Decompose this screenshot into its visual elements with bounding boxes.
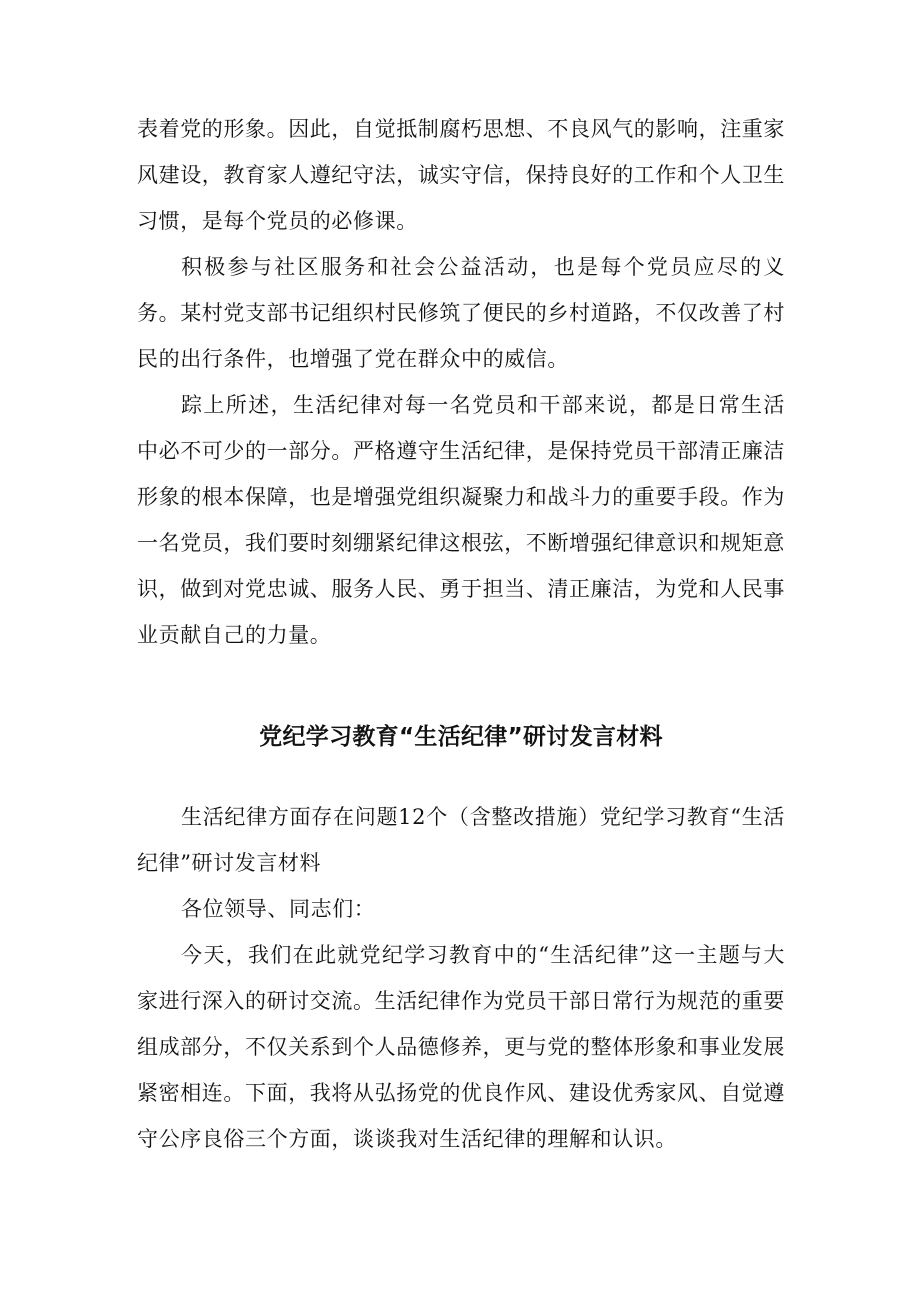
paragraph-introduction: 今天，我们在此就党纪学习教育中的“生活纪律”这一主题与大家进行深入的研讨交流。生活纪律作为党员干部日常行为规范的重要组成部分，不仅关系到个人品德修养，更与党的整体形象和事业发展紧密相连。下面，我将从弘扬党的优良作风、建设优秀家风、自觉遵守公序良俗三个方面，谈谈我对生活纪律的理解和认识。: [137, 943, 785, 1151]
paragraph-subtitle: 生活纪律方面存在问题12个（含整改措施）党纪学习教育“生活纪律”研讨发言材料: [137, 805, 785, 875]
paragraph-community-service: 积极参与社区服务和社会公益活动，也是每个党员应尽的义务。某村党支部书记组织村民修筑了便民的乡村道路，不仅改善了村民的出行条件，也增强了党在群众中的威信。: [137, 255, 785, 371]
paragraph-continuation: 表着党的形象。因此，自觉抵制腐朽思想、不良风气的影响，注重家风建设，教育家人遵纪守法，诚实守信，保持良好的工作和个人卫生习惯，是每个党员的必修课。: [137, 117, 785, 233]
document-body: [137, 106, 785, 1162]
paragraph-salutation: 各位领导、同志们：: [181, 897, 376, 921]
title-spacing: [137, 760, 785, 794]
paragraph-conclusion: 踪上所述，生活纪律对每一名党员和干部来说，都是日常生活中必不可少的一部分。严格遵守生活纪律，是保持党员干部清正廉洁形象的根本保障，也是增强党组织凝聚力和战斗力的重要手段。作为一名党员，我们要时刻绷紧纪律这根弦，不断增强纪律意识和规矩意识，做到对党忠诚、服务人民、勇于担当、清正廉洁，为党和人民事业贡献自己的力量。: [137, 393, 785, 647]
section-title: 党纪学习教育“生活纪律”研讨发言材料: [259, 724, 663, 750]
